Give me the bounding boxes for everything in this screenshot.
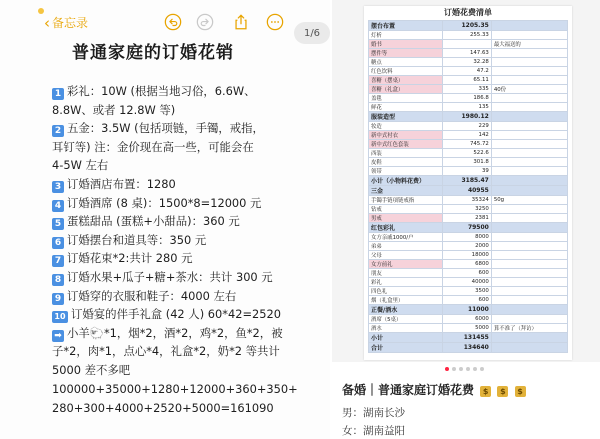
- number-badge-icon: 2: [52, 125, 64, 137]
- table-cell: 2381: [442, 214, 491, 223]
- number-badge-icon: 6: [52, 237, 64, 249]
- carousel-dot[interactable]: [473, 367, 477, 371]
- memo-line-text: 小羊🐑*1，烟*2，酒*2，鸡*2，鱼*2，被: [67, 325, 283, 340]
- table-cell: [491, 131, 567, 140]
- table-cell: 6000: [442, 315, 491, 324]
- table-cell: 40份: [491, 85, 567, 94]
- table-cell: [491, 140, 567, 149]
- table-cell: 255.33: [442, 31, 491, 40]
- table-row: [369, 40, 568, 49]
- table-cell: [491, 269, 567, 278]
- post-line-female: 女：湖南益阳: [342, 425, 405, 437]
- table-cell: 算不准了（拜访）: [491, 324, 567, 333]
- memo-line: [52, 287, 332, 306]
- table-cell: 男戒: [369, 214, 443, 223]
- back-chevron-icon: ‹: [44, 13, 50, 32]
- table-cell: 最大福送的: [491, 40, 567, 49]
- memo-line: [52, 361, 332, 380]
- memo-line: [52, 194, 332, 213]
- sheet-title: 订婚花费清单: [444, 8, 492, 17]
- table-row: [369, 167, 568, 176]
- table-cell: 40955: [442, 186, 491, 196]
- table-row: [369, 233, 568, 242]
- table-row: [369, 103, 568, 112]
- post-title: [342, 381, 526, 398]
- table-cell: [491, 315, 567, 324]
- post-title-text: 备婚｜普通家庭订婚花费: [342, 383, 475, 397]
- more-icon[interactable]: [266, 13, 284, 31]
- table-row: [369, 242, 568, 251]
- table-row: [369, 149, 568, 158]
- money-bag-icon: $: [515, 386, 526, 397]
- table-row: [369, 122, 568, 131]
- table-cell: [491, 103, 567, 112]
- table-row: [369, 94, 568, 103]
- memo-line-text: 订婚酒店布置：1280: [67, 176, 176, 191]
- table-cell: 合计: [369, 343, 443, 353]
- table-cell: [491, 122, 567, 131]
- table-cell: 1980.12: [442, 112, 491, 122]
- table-cell: 79500: [442, 223, 491, 233]
- table-cell: 婚书: [369, 40, 443, 49]
- table-cell: [491, 205, 567, 214]
- memo-line-text: 蛋糕甜品 (蛋糕+小甜品)：360 元: [67, 214, 240, 229]
- table-cell: [491, 186, 567, 196]
- carousel-dot[interactable]: [445, 367, 449, 371]
- carousel-dots: [330, 367, 598, 371]
- table-cell: 西装: [369, 149, 443, 158]
- table-cell: 40000: [442, 278, 491, 287]
- table-row: [369, 67, 568, 76]
- number-badge-icon: 10: [52, 311, 68, 323]
- table-cell: 四色礼: [369, 287, 443, 296]
- back-button[interactable]: [44, 14, 88, 31]
- table-cell: 5000: [442, 324, 491, 333]
- carousel-dot[interactable]: [480, 367, 484, 371]
- back-label: 备忘录: [52, 16, 89, 30]
- table-row: [369, 176, 568, 186]
- table-row: [369, 287, 568, 296]
- table-cell: 烟（礼盒里）: [369, 296, 443, 305]
- number-badge-icon: 4: [52, 200, 64, 212]
- table-cell: 服装造型: [369, 112, 443, 122]
- arrow-right-icon: ➡: [52, 330, 64, 342]
- memo-line-text: 订婚宴的伴手礼盒 (42 人) 60*42=2520: [71, 307, 281, 322]
- memo-line-text: 彩礼：10W (根据当地习俗，6.6W、: [67, 84, 256, 98]
- table-cell: 酒水: [369, 324, 443, 333]
- table-cell: 喜糖（摆桌）: [369, 76, 443, 85]
- table-cell: 39: [442, 167, 491, 176]
- table-cell: 鲜花: [369, 103, 443, 112]
- table-cell: 小计: [369, 333, 443, 343]
- money-bag-icon: $: [480, 386, 491, 397]
- table-cell: 8000: [442, 233, 491, 242]
- undo-icon[interactable]: [164, 13, 182, 31]
- table-cell: 女方亲戚1000/户: [369, 233, 443, 242]
- table-cell: 皮鞋: [369, 158, 443, 167]
- table-cell: [491, 76, 567, 85]
- table-row: [369, 140, 568, 149]
- table-cell: [491, 260, 567, 269]
- table-row: [369, 131, 568, 140]
- table-cell: 142: [442, 131, 491, 140]
- table-cell: [491, 305, 567, 315]
- number-badge-icon: 5: [52, 218, 64, 230]
- table-cell: 糖点: [369, 58, 443, 67]
- table-cell: 186.8: [442, 94, 491, 103]
- table-cell: 32.28: [442, 58, 491, 67]
- carousel-dot[interactable]: [466, 367, 470, 371]
- memo-toolbar: [0, 10, 330, 38]
- table-cell: [491, 167, 567, 176]
- memo-line: [52, 305, 332, 324]
- memo-line: [52, 212, 332, 231]
- memo-title: 普通家庭的订婚花销: [72, 43, 234, 63]
- memo-line-text: 4-5W 左右: [52, 158, 109, 173]
- carousel-dot[interactable]: [459, 367, 463, 371]
- table-cell: [491, 233, 567, 242]
- table-cell: 弟弟: [369, 242, 443, 251]
- memo-line: [52, 119, 332, 138]
- memo-line: [52, 249, 332, 268]
- table-cell: [491, 31, 567, 40]
- table-cell: [491, 58, 567, 67]
- memo-line-text: 订婚花束*2:共计 280 元: [67, 251, 193, 266]
- table-cell: [491, 158, 567, 167]
- table-cell: 摆件等: [369, 49, 443, 58]
- table-cell: 小计（小物料花费）: [369, 176, 443, 186]
- memo-line-text: 订婚酒席 (8 桌)：1500*8=12000 元: [67, 195, 262, 210]
- memo-line-text: 订婚水果+瓜子+糖+茶水：共计 300 元: [67, 269, 273, 284]
- budget-sheet: [364, 6, 572, 360]
- table-cell: [491, 49, 567, 58]
- table-cell: 女方前礼: [369, 260, 443, 269]
- memo-line: [52, 231, 332, 250]
- table-cell: 朋友: [369, 269, 443, 278]
- table-cell: 钻戒: [369, 205, 443, 214]
- table-row: [369, 223, 568, 233]
- table-cell: 正餐/酒水: [369, 305, 443, 315]
- table-row: [369, 305, 568, 315]
- table-cell: 131455: [442, 333, 491, 343]
- table-cell: 摆台布置: [369, 21, 443, 31]
- table-row: [369, 214, 568, 223]
- table-row: [369, 58, 568, 67]
- table-cell: 18000: [442, 251, 491, 260]
- table-cell: [491, 251, 567, 260]
- table-row: [369, 260, 568, 269]
- memo-line-text: 订婚摆台和道具等：350 元: [67, 232, 207, 247]
- table-cell: 600: [442, 296, 491, 305]
- table-cell: 3250: [442, 205, 491, 214]
- table-cell: [491, 296, 567, 305]
- memo-line: [52, 138, 332, 157]
- table-cell: 三金: [369, 186, 443, 196]
- table-row: [369, 196, 568, 205]
- memo-line: [52, 342, 332, 361]
- table-cell: 11000: [442, 305, 491, 315]
- table-cell: 盖毯: [369, 94, 443, 103]
- post-panel: [330, 0, 600, 439]
- table-cell: 745.72: [442, 140, 491, 149]
- table-cell: 47.2: [442, 67, 491, 76]
- memo-line-text: 订婚穿的衣服和鞋子：4000 左右: [67, 288, 237, 303]
- table-cell: 喜糖（礼盒）: [369, 85, 443, 94]
- table-cell: [491, 223, 567, 233]
- memo-line: [52, 175, 332, 194]
- sum-line-1: 100000+35000+1280+12000+360+350+: [52, 382, 298, 396]
- table-cell: 135: [442, 103, 491, 112]
- table-cell: 65.11: [442, 76, 491, 85]
- table-cell: [491, 94, 567, 103]
- post-image[interactable]: [332, 0, 600, 362]
- table-row: [369, 205, 568, 214]
- table-cell: 147.63: [442, 49, 491, 58]
- table-cell: 2000: [442, 242, 491, 251]
- table-cell: [442, 40, 491, 49]
- memo-line-text: 耳钉等) 注：金价现在高一些，可能会在: [52, 139, 254, 154]
- table-cell: [491, 242, 567, 251]
- memo-line: [52, 82, 332, 101]
- sum-line-2: 280+300+4000+2520+5000=161090: [52, 400, 274, 415]
- table-cell: [491, 287, 567, 296]
- table-row: [369, 278, 568, 287]
- table-row: [369, 315, 568, 324]
- table-cell: 3500: [442, 287, 491, 296]
- table-cell: 新中式红色套装: [369, 140, 443, 149]
- table-cell: 335: [442, 85, 491, 94]
- number-badge-icon: 8: [52, 274, 64, 286]
- table-cell: 50g: [491, 196, 567, 205]
- memo-line-text: 5000 差不多吧: [52, 362, 131, 377]
- table-cell: 灯析: [369, 31, 443, 40]
- table-row: [369, 158, 568, 167]
- table-cell: [491, 67, 567, 76]
- number-badge-icon: 1: [52, 88, 64, 100]
- memo-sum: [52, 380, 298, 417]
- number-badge-icon: 3: [52, 181, 64, 193]
- table-row: [369, 324, 568, 333]
- table-cell: 301.8: [442, 158, 491, 167]
- memo-line-text: 8.8W、或者 12.8W 等): [52, 102, 176, 117]
- memo-body[interactable]: [52, 82, 332, 380]
- memo-line: [52, 101, 332, 120]
- money-bag-icon: $: [497, 386, 508, 397]
- table-cell: 229: [442, 122, 491, 131]
- share-icon[interactable]: [232, 13, 250, 31]
- table-row: [369, 31, 568, 40]
- table-cell: 红包彩礼: [369, 223, 443, 233]
- table-cell: 酒席（5桌）: [369, 315, 443, 324]
- table-cell: 1205.35: [442, 21, 491, 31]
- table-row: [369, 296, 568, 305]
- table-cell: 3185.47: [442, 176, 491, 186]
- table-row: [369, 186, 568, 196]
- memo-line: [52, 268, 332, 287]
- table-cell: [491, 112, 567, 122]
- table-cell: [491, 343, 567, 353]
- table-cell: [491, 21, 567, 31]
- table-row: [369, 251, 568, 260]
- post-line-male: 男：湖南长沙: [342, 407, 405, 419]
- table-row: [369, 112, 568, 122]
- table-cell: 600: [442, 269, 491, 278]
- table-row: [369, 333, 568, 343]
- table-cell: [491, 149, 567, 158]
- table-cell: 红色饮料: [369, 67, 443, 76]
- table-row: [369, 269, 568, 278]
- table-cell: 6800: [442, 260, 491, 269]
- budget-table: [368, 20, 568, 353]
- memo-line-text: 子*2，肉*1，点心*4，礼盒*2，奶*2 等共计: [52, 344, 280, 359]
- table-cell: 新中式衬衣: [369, 131, 443, 140]
- table-cell: [491, 278, 567, 287]
- number-badge-icon: 7: [52, 255, 64, 267]
- memo-line-text: 五金：3.5W (包括项链，手镯，戒指，: [67, 121, 264, 136]
- memo-line: [52, 156, 332, 175]
- table-cell: [491, 333, 567, 343]
- number-badge-icon: 9: [52, 293, 64, 305]
- table-cell: 妆造: [369, 122, 443, 131]
- table-row: [369, 21, 568, 31]
- table-cell: 手镯手链项链戒指: [369, 196, 443, 205]
- table-cell: 彩礼: [369, 278, 443, 287]
- carousel-dot[interactable]: [452, 367, 456, 371]
- table-cell: 领带: [369, 167, 443, 176]
- page-indicator: 1/6: [294, 22, 330, 44]
- memo-line: [52, 324, 332, 343]
- redo-icon[interactable]: [196, 13, 214, 31]
- table-row: [369, 49, 568, 58]
- table-cell: [491, 176, 567, 186]
- table-row: [369, 85, 568, 94]
- table-row: [369, 343, 568, 353]
- table-cell: 父母: [369, 251, 443, 260]
- table-cell: [491, 214, 567, 223]
- table-cell: 522.6: [442, 149, 491, 158]
- table-row: [369, 76, 568, 85]
- table-cell: 134640: [442, 343, 491, 353]
- table-cell: 35324: [442, 196, 491, 205]
